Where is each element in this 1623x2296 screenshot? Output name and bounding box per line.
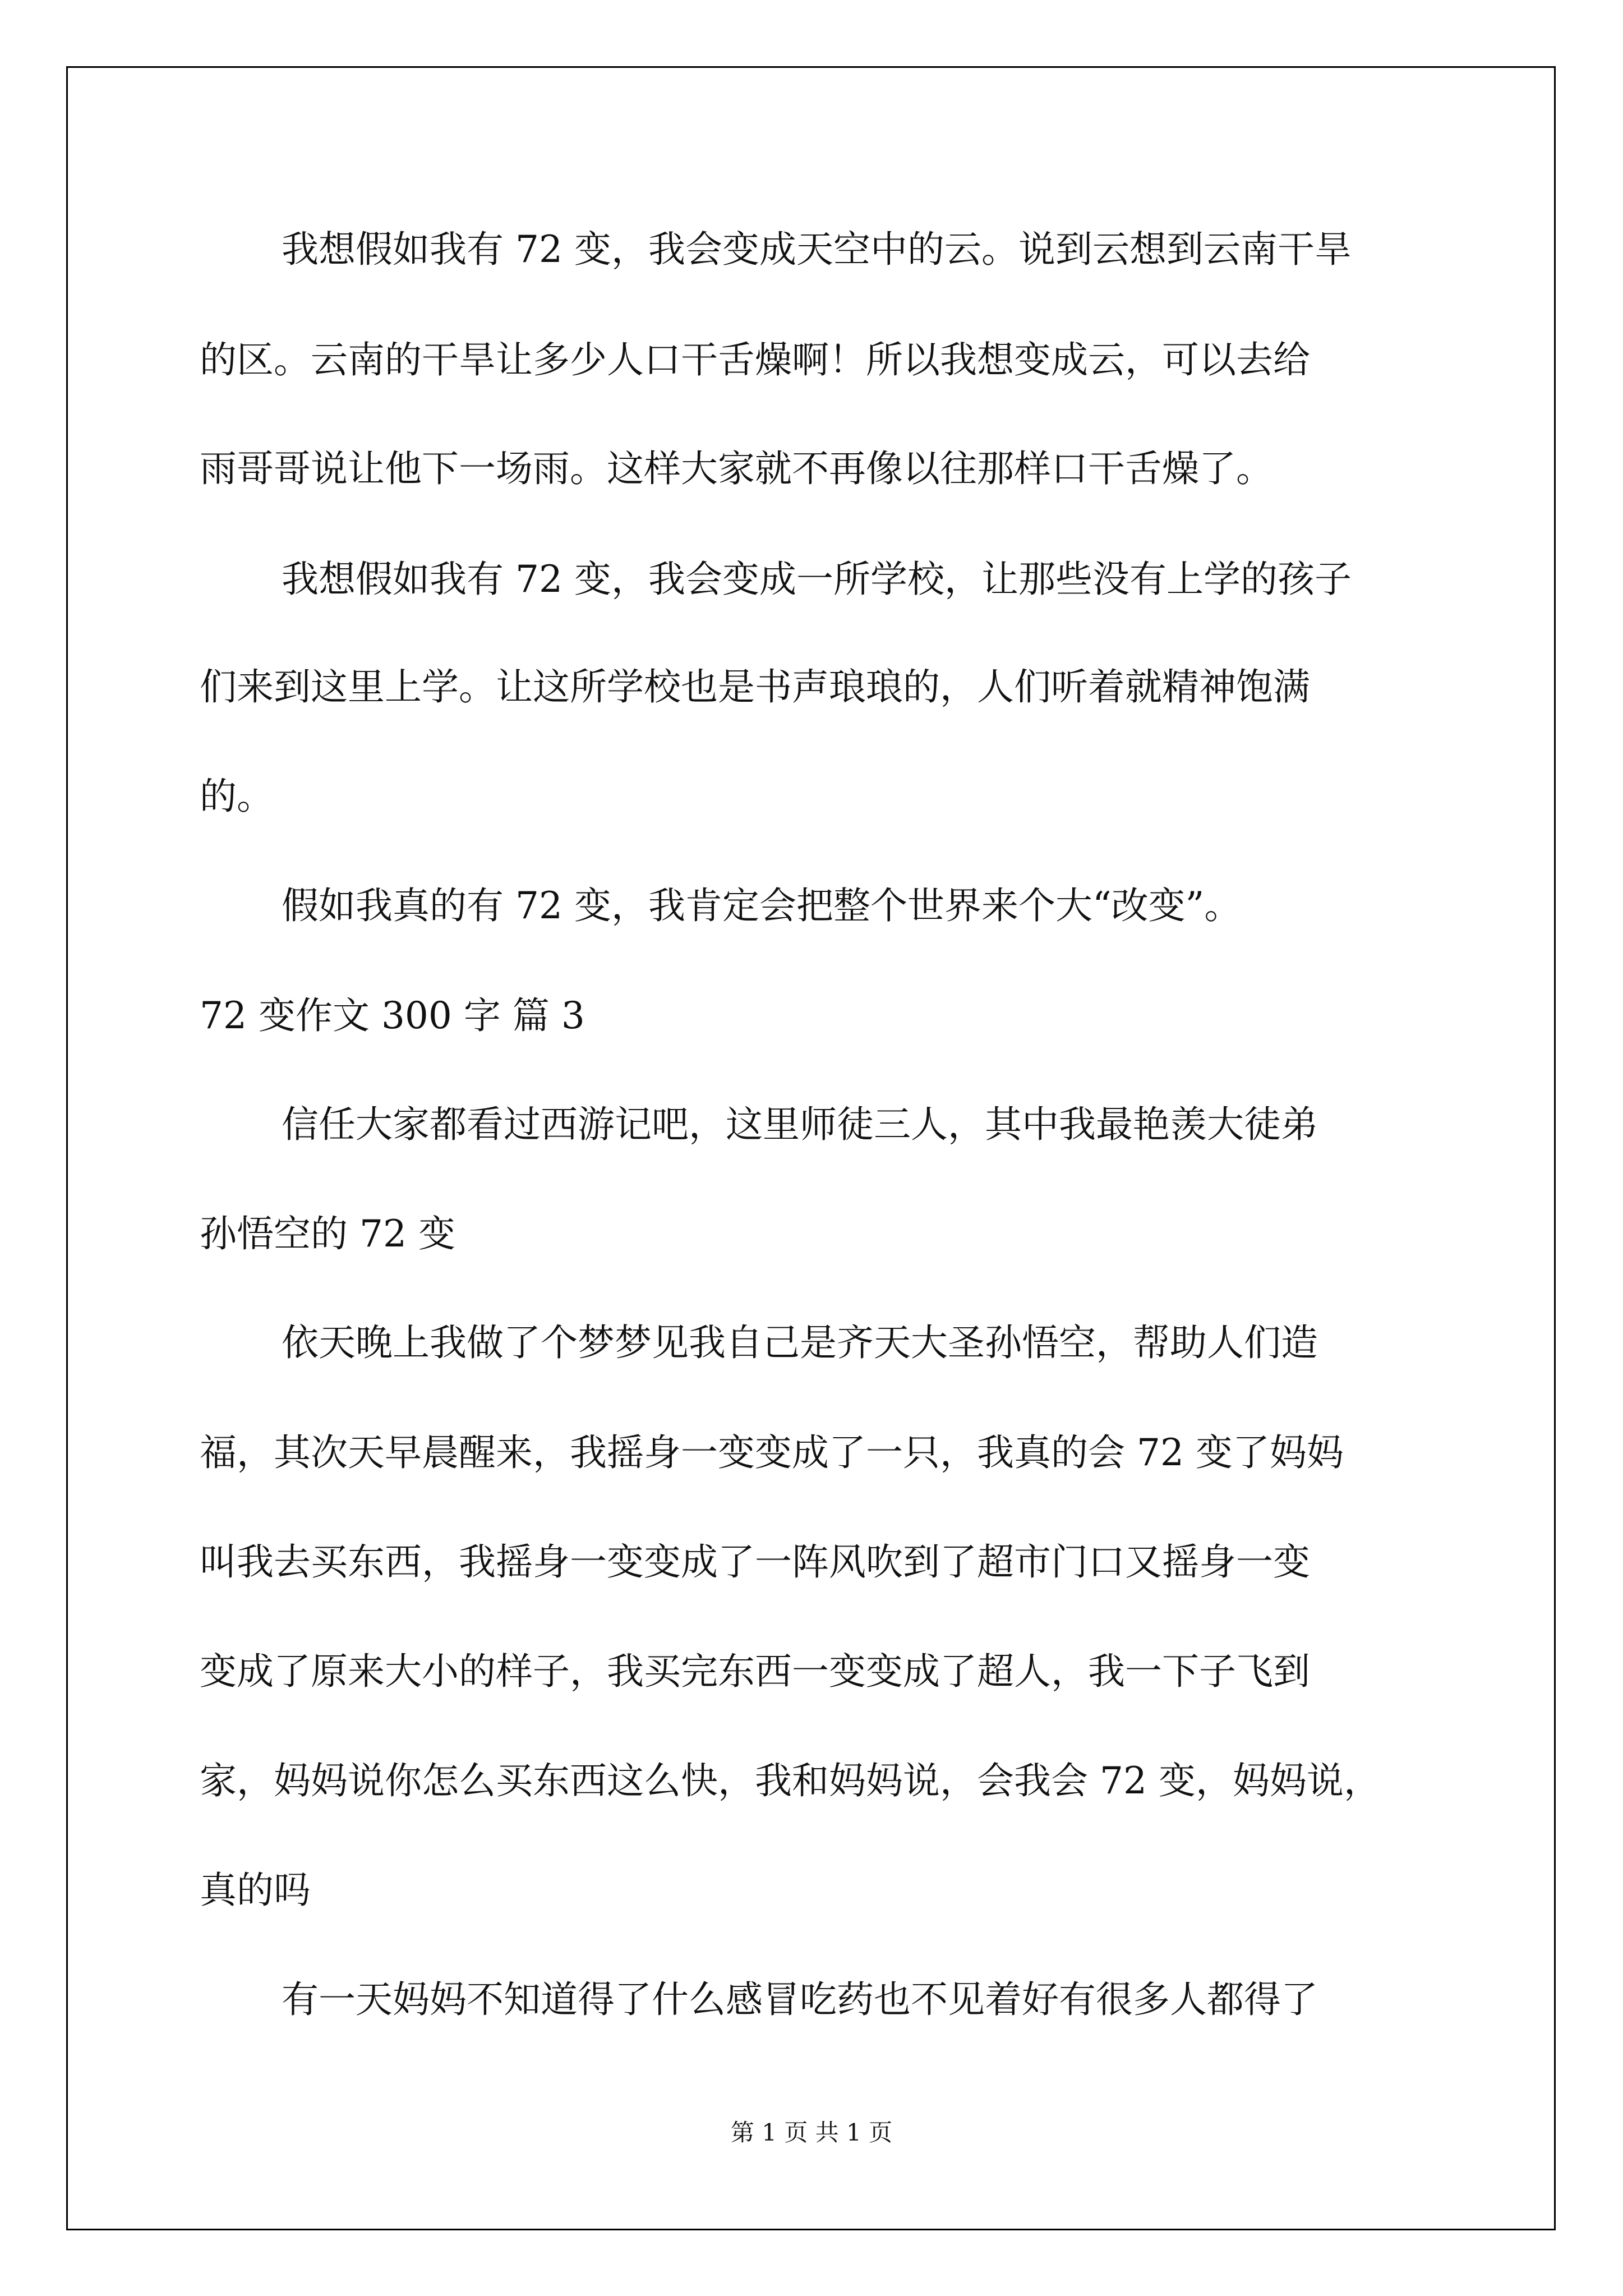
paragraph-line: 叫我去买东西，我摇身一变变成了一阵风吹到了超市门口又摇身一变 (200, 1540, 1310, 1584)
paragraph-line: 的。 (200, 775, 274, 818)
paragraph-line: 的区。云南的干旱让多少人口干舌燥啊！所以我想变成云，可以去给 (200, 338, 1310, 381)
paragraph-line: 真的吗 (200, 1869, 311, 1912)
paragraph-line: 孙悟空的 72 变 (200, 1212, 455, 1255)
paragraph-line: 我想假如我有 72 变，我会变成一所学校，让那些没有上学的孩子 (282, 558, 1352, 601)
paragraph-line: 雨哥哥说让他下一场雨。这样大家就不再像以往那样口干舌燥了。 (200, 447, 1273, 490)
paragraph-line: 信任大家都看过西游记吧，这里师徒三人，其中我最艳羡大徒弟 (282, 1103, 1318, 1146)
paragraph-line: 有一天妈妈不知道得了什么感冒吃药也不见着好有很多人都得了 (282, 1978, 1318, 2021)
page-number-footer: 第 1 页 共 1 页 (730, 2119, 893, 2146)
paragraph-line: 福，其次天早晨醒来，我摇身一变变成了一只，我真的会 72 变了妈妈 (200, 1431, 1344, 1474)
paragraph-line: 假如我真的有 72 变，我肯定会把整个世界来个大“改变”。 (282, 884, 1242, 927)
section-heading: 72 变作文 300 字 篇 3 (200, 994, 585, 1037)
paragraph-line: 们来到这里上学。让这所学校也是书声琅琅的，人们听着就精神饱满 (200, 665, 1310, 708)
paragraph-line: 家，妈妈说你怎么买东西这么快，我和妈妈说，会我会 72 变，妈妈说， (200, 1759, 1381, 1802)
paragraph-line: 依天晚上我做了个梦梦见我自己是齐天大圣孙悟空，帮助人们造 (282, 1321, 1318, 1364)
paragraph-line: 我想假如我有 72 变，我会变成天空中的云。说到云想到云南干旱 (282, 228, 1352, 271)
paragraph-line: 变成了原来大小的样子，我买完东西一变变成了超人，我一下子飞到 (200, 1650, 1310, 1693)
